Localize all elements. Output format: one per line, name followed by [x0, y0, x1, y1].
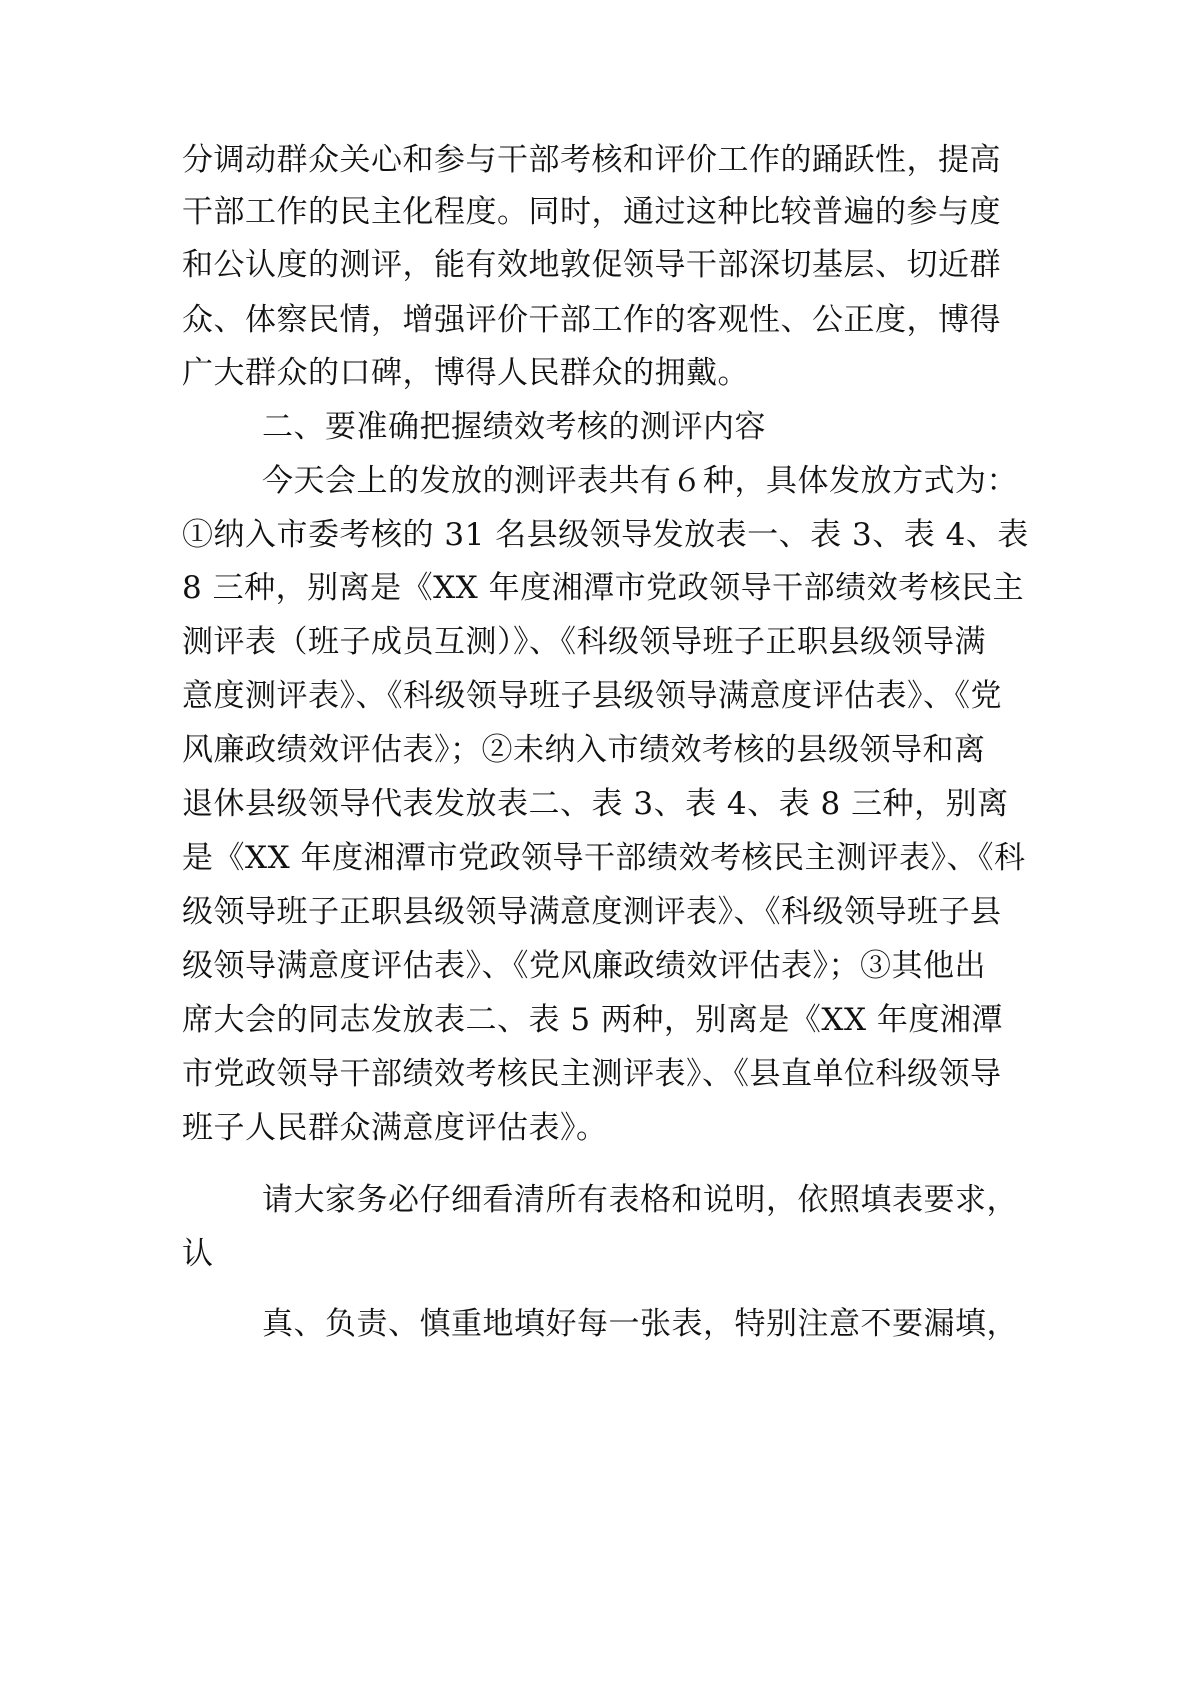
paragraph-line: 测评表（班子成员互测）》、《科级领导班子正职县级领导满	[182, 624, 986, 660]
paragraph-line: 真、负责、慎重地填好每一张表，特别注意不要漏填，	[262, 1306, 1018, 1342]
paragraph-line: 认	[182, 1236, 214, 1272]
paragraph-line: 分调动群众关心和参与干部考核和评价工作的踊跃性，提高	[182, 142, 1001, 178]
paragraph-line: 班子人民群众满意度评估表》。	[182, 1110, 608, 1146]
paragraph-line: 市党政领导干部绩效考核民主测评表》、《县直单位科级领导	[182, 1056, 1002, 1092]
paragraph-line: 广大群众的口碑，博得人民群众的拥戴。	[182, 355, 749, 391]
paragraph-line: 席大会的同志发放表二、表 5 两种，别离是《XX 年度湘潭	[182, 1002, 1003, 1038]
paragraph-line: 级领导满意度评估表》、《党风廉政绩效评估表》；③其他出	[182, 948, 986, 984]
paragraph-line: 众、体察民情，增强评价干部工作的客观性、公正度，博得	[182, 302, 1001, 338]
section-heading: 二、要准确把握绩效考核的测评内容	[262, 409, 766, 445]
paragraph-line: 和公认度的测评，能有效地敦促领导干部深切基层、切近群	[182, 247, 1001, 283]
paragraph-line: 干部工作的民主化程度。同时，通过这种比较普遍的参与度	[182, 194, 1001, 230]
paragraph-line: 退休县级领导代表发放表二、表 3、表 4、表 8 三种，别离	[182, 786, 1009, 822]
paragraph-line: 级领导班子正职县级领导满意度测评表》、《科级领导班子县	[182, 894, 1002, 930]
paragraph-line: 8 三种，别离是《XX 年度湘潭市党政领导干部绩效考核民主	[182, 570, 1025, 606]
paragraph-line: 请大家务必仔细看清所有表格和说明，依照填表要求，	[262, 1182, 1018, 1218]
paragraph-line: 风廉政绩效评估表》；②未纳入市绩效考核的县级领导和离	[182, 732, 986, 768]
paragraph-line: 今天会上的发放的测评表共有６种，具体发放方式为：	[262, 463, 1018, 499]
paragraph-line: 意度测评表》、《科级领导班子县级领导满意度评估表》、《党	[182, 678, 1002, 714]
paragraph-line: 是《XX 年度湘潭市党政领导干部绩效考核民主测评表》、《科	[182, 840, 1026, 876]
paragraph-line: ①纳入市委考核的 31 名县级领导发放表一、表 3、表 4、表	[182, 517, 1029, 553]
